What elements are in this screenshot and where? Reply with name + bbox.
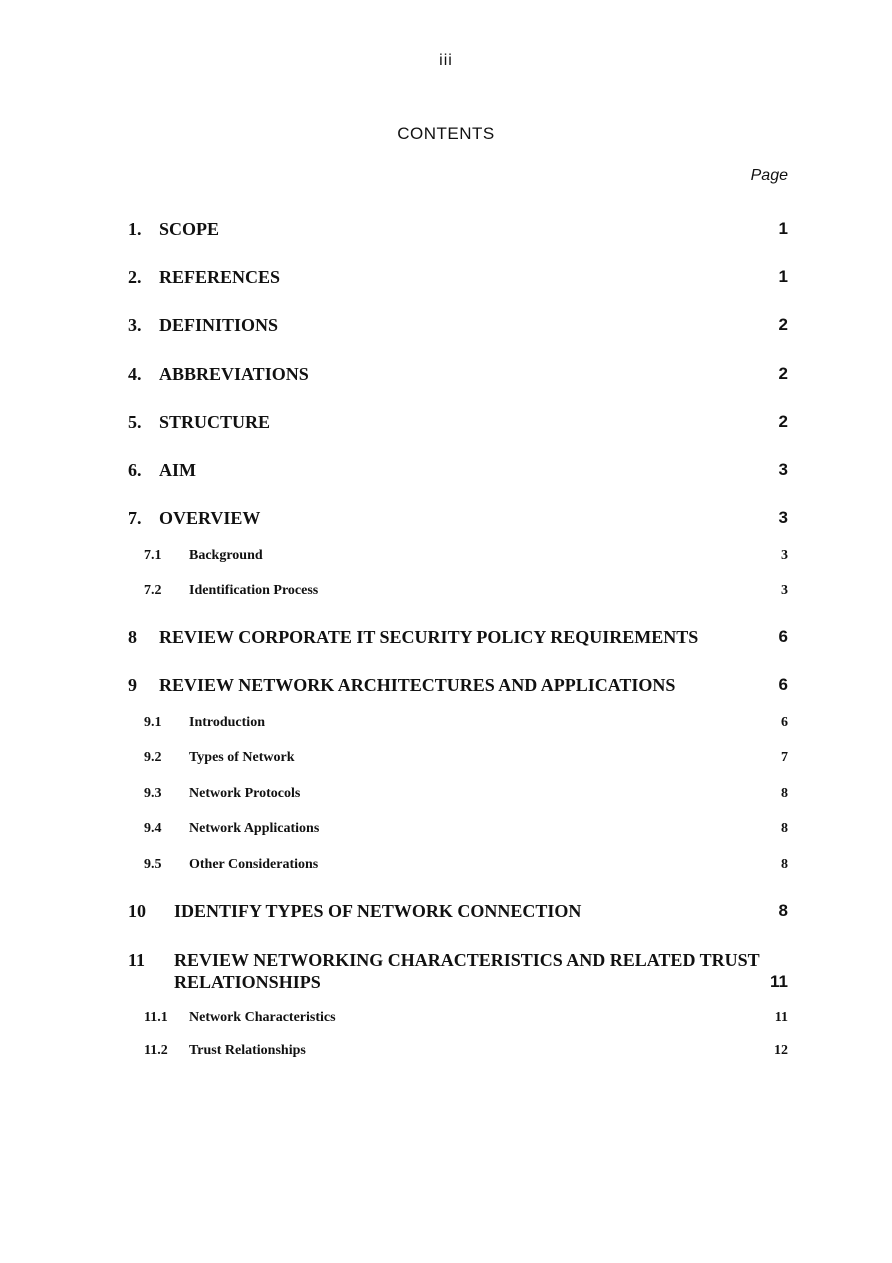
toc-entry-label: Trust Relationships [189, 1043, 306, 1058]
toc-entry-number: 7.1 [144, 548, 162, 563]
toc-entry-number: 3. [128, 315, 142, 335]
toc-entry-page: 3 [778, 508, 788, 527]
toc-entry-page: 6 [778, 627, 788, 646]
toc-entry-page: 3 [781, 548, 788, 563]
page-column-header: Page [750, 167, 788, 184]
toc-entry-page: 1 [778, 219, 788, 238]
toc-entry-label: REVIEW CORPORATE IT SECURITY POLICY REQUIREMENTS [159, 627, 699, 647]
toc-entry-page: 11 [770, 972, 788, 991]
toc-entry-number: 11 [128, 950, 146, 970]
toc-entry-page: 11 [774, 1010, 788, 1025]
toc-entry-label: Network Applications [189, 821, 320, 836]
toc-entry-label: STRUCTURE [159, 412, 271, 432]
page-number-roman: iii [439, 52, 453, 69]
toc-entry-label: Types of Network [189, 750, 295, 765]
toc-entry-label: Background [189, 548, 263, 563]
toc-entry-number: 9.1 [144, 715, 162, 730]
toc-entry-page: 12 [774, 1043, 788, 1058]
toc-entry-label: Other Considerations [189, 857, 319, 872]
toc-entry-number: 1. [128, 219, 142, 239]
toc-entry-label: OVERVIEW [159, 508, 261, 528]
toc-entry-number: 4. [128, 364, 142, 384]
toc-entry-page: 2 [778, 315, 788, 334]
toc-entry-label: REVIEW NETWORK ARCHITECTURES AND APPLICATIONS [159, 675, 676, 695]
toc-entry-number: 9.4 [144, 821, 162, 836]
toc-entry-number: 8 [128, 627, 137, 647]
toc-entry-label: REFERENCES [159, 267, 281, 287]
toc-entry-page: 7 [781, 750, 788, 765]
toc-entry-page: 8 [781, 786, 788, 801]
toc-entry-page: 2 [778, 412, 788, 431]
toc-entry-label: DEFINITIONS [159, 315, 279, 335]
toc-entry-label: REVIEW NETWORKING CHARACTERISTICS AND RELATED TRUST [174, 950, 760, 970]
toc-entry-page: 8 [781, 821, 788, 836]
toc-entry-number: 9 [128, 675, 137, 695]
toc-entry-number: 10 [128, 901, 146, 921]
toc-entry-number: 9.3 [144, 786, 162, 801]
toc-entry-page: 2 [778, 364, 788, 383]
toc-entry-page: 6 [781, 715, 788, 730]
toc-entry-number: 9.5 [144, 857, 162, 872]
toc-entry-number: 7.2 [144, 583, 162, 598]
toc-entry-label: Identification Process [189, 583, 319, 598]
toc-entry-number: 7. [128, 508, 142, 528]
toc-entry-label: IDENTIFY TYPES OF NETWORK CONNECTION [174, 901, 582, 921]
toc-entry-page: 3 [781, 583, 788, 598]
toc-entry-label: Network Characteristics [189, 1010, 336, 1025]
toc-entry-label: AIM [159, 460, 196, 480]
toc-entry-number: 11.1 [144, 1010, 168, 1025]
toc-entry-label: Network Protocols [189, 786, 301, 801]
toc-entry-label: ABBREVIATIONS [159, 364, 309, 384]
toc-entry-number: 11.2 [144, 1043, 168, 1058]
toc-entry-page: 3 [778, 460, 788, 479]
toc-entry-number: 6. [128, 460, 142, 480]
toc-entry-page: 8 [781, 857, 788, 872]
toc-entry-number: 5. [128, 412, 142, 432]
toc-entry-number: 9.2 [144, 750, 162, 765]
toc-entry-page: 6 [778, 675, 788, 694]
toc-entry-label: Introduction [189, 715, 265, 730]
contents-title: CONTENTS [397, 124, 495, 143]
toc-entry-page: 1 [778, 267, 788, 286]
toc-entry-label-continued: RELATIONSHIPS [174, 972, 321, 992]
toc-entry-page: 8 [778, 901, 788, 920]
toc-entry-label: SCOPE [159, 219, 220, 239]
toc-entry-number: 2. [128, 267, 142, 287]
